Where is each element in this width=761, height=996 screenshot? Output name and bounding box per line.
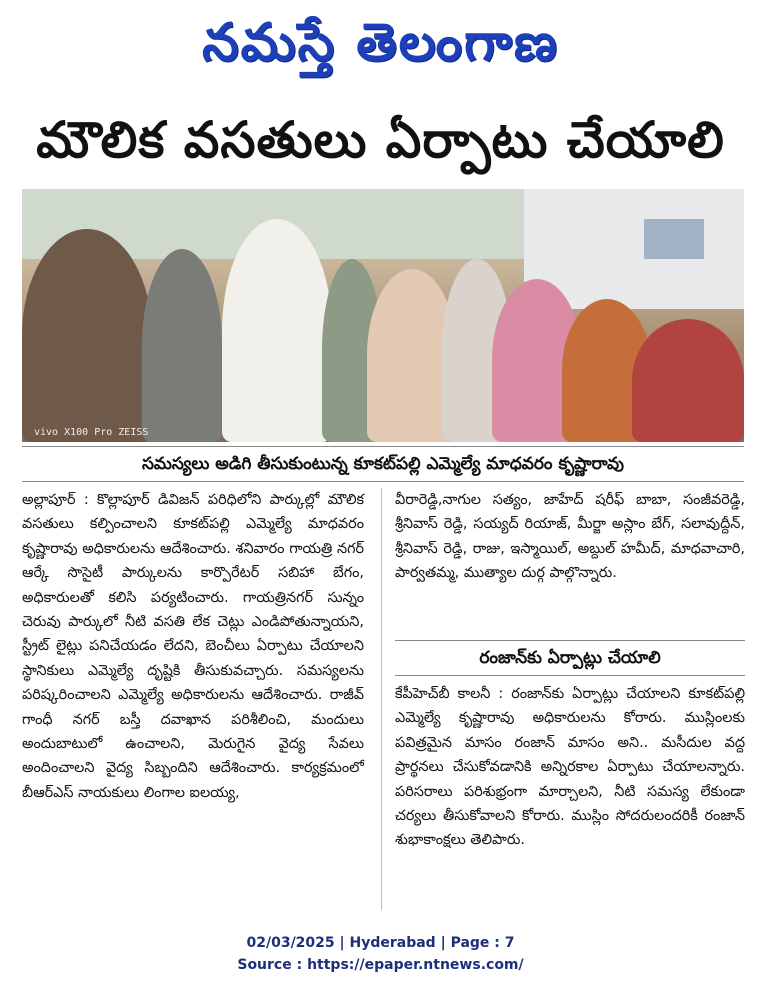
sub-article-headline: రంజాన్‌కు ఏర్పాట్లు చేయాలి [395,640,745,676]
sub-article-column [395,682,745,853]
person-figure [22,229,152,442]
article-body-left: అల్లాపూర్ : కొల్లాపూర్ డివిజన్ పరిధిలోని పార్కుల్లో మౌలిక వసతులు కల్పించాలని కూకట్‌పల్లి ఎమ్మెల్యే మాధవరం కృష్ణారావు అధికారులను ఆదేశించారు. శనివారం గాయత్రి నగర్ ఆర్కే సొసైటీ పార్కులను కార్పొరేటర్ సబిహా బేగం, అధికారులతో కలిసి పర్యటించారు. గాయత్రినగర్ సున్నం చెరువు పార్కులో నీటి వసతి లేక చెట్లు ఎండిపోతున్నాయని, స్ట్రీట్ లైట్లు పనిచేయడం లేదని, బెంచీలు ఏర్పాటు చేయాలని స్థానికులు ఎమ్మెల్యే దృష్టికి తీసుకువచ్చారు. సమస్యలను పరిష్కరించాలని ఎమ్మెల్యే అధికారులను ఆదేశించారు. రాజీవ్ గాంధీ నగర్ బస్తీ దవాఖాన పరిశీలించి, మందులు అందుబాటులో ఉంచాలని, మెరుగైన వైద్య సేవలు అందించాలని వైద్య సిబ్బందిని ఆదేశించారు. కార్యక్రమంలో బీఆర్ఎస్ నాయకులు లింగాల ఐలయ్య, [22,492,364,801]
news-photo [22,189,744,442]
article-column-left [22,488,364,805]
person-figure [222,219,332,442]
photo-caption: సమస్యలు అడిగి తీసుకుంటున్న కూకట్‌పల్లి ఎమ్మెల్యే మాధవరం కృష్ణారావు [22,446,744,482]
newspaper-masthead: నమస్తే తెలంగాణ [202,12,559,73]
photo-watermark: vivo X100 Pro ZEISS [34,427,149,438]
sub-article-body: కేపీహెచ్‌బీ కాలనీ : రంజాన్‌కు ఏర్పాట్లు చేయాలని కూకట్‌పల్లి ఎమ్మెల్యే కృష్ణారావు అధికారులను కోరారు. ముస్లింలకు పవిత్రమైన మాసం రంజాన్ మాసం అని.. మసీదుల వద్ద ప్రార్థనలు చేసుకోవడానికి అన్నిరకాల ఏర్పాటు చేయాలన్నారు. పరిసరాలు పరిశుభ్రంగా మార్చాలని, నీటి సమస్య లేకుండా చర్యలు తీసుకోవాలని కోరారు. ముస్లిం సోదరులందరికీ రంజాన్ శుభాకాంక్షలు తెలిపారు. [395,686,745,849]
page-footer [0,932,761,976]
footer-source-link[interactable]: Source : https://epaper.ntnews.com/ [237,957,524,973]
person-figure [632,319,744,442]
footer-dateline: 02/03/2025 | Hyderabad | Page : 7 [246,935,515,951]
photo-window [644,219,704,259]
article-headline: మౌలిక వసతులు ఏర్పాటు చేయాలి [36,111,725,169]
person-figure [142,249,222,442]
article-body-right: వీరారెడ్డి,నాగుల సత్యం, జాహేద్ షరీఫ్ బాబా, సంజీవరెడ్డి, శ్రీనివాస్ రెడ్డి, సయ్యద్ రియాజ్, మీర్జా అస్లాం బేగ్, సలావుద్దీన్, శ్రీనివాస్ రెడ్డి, రాజు, ఇస్మాయిల్, అబ్దుల్ హమీద్, మాధవాచారి, పార్వతమ్మ, ముత్యాల దుర్గ పాల్గొన్నారు. [395,492,745,582]
column-divider [381,488,382,910]
article-column-right [395,488,745,586]
